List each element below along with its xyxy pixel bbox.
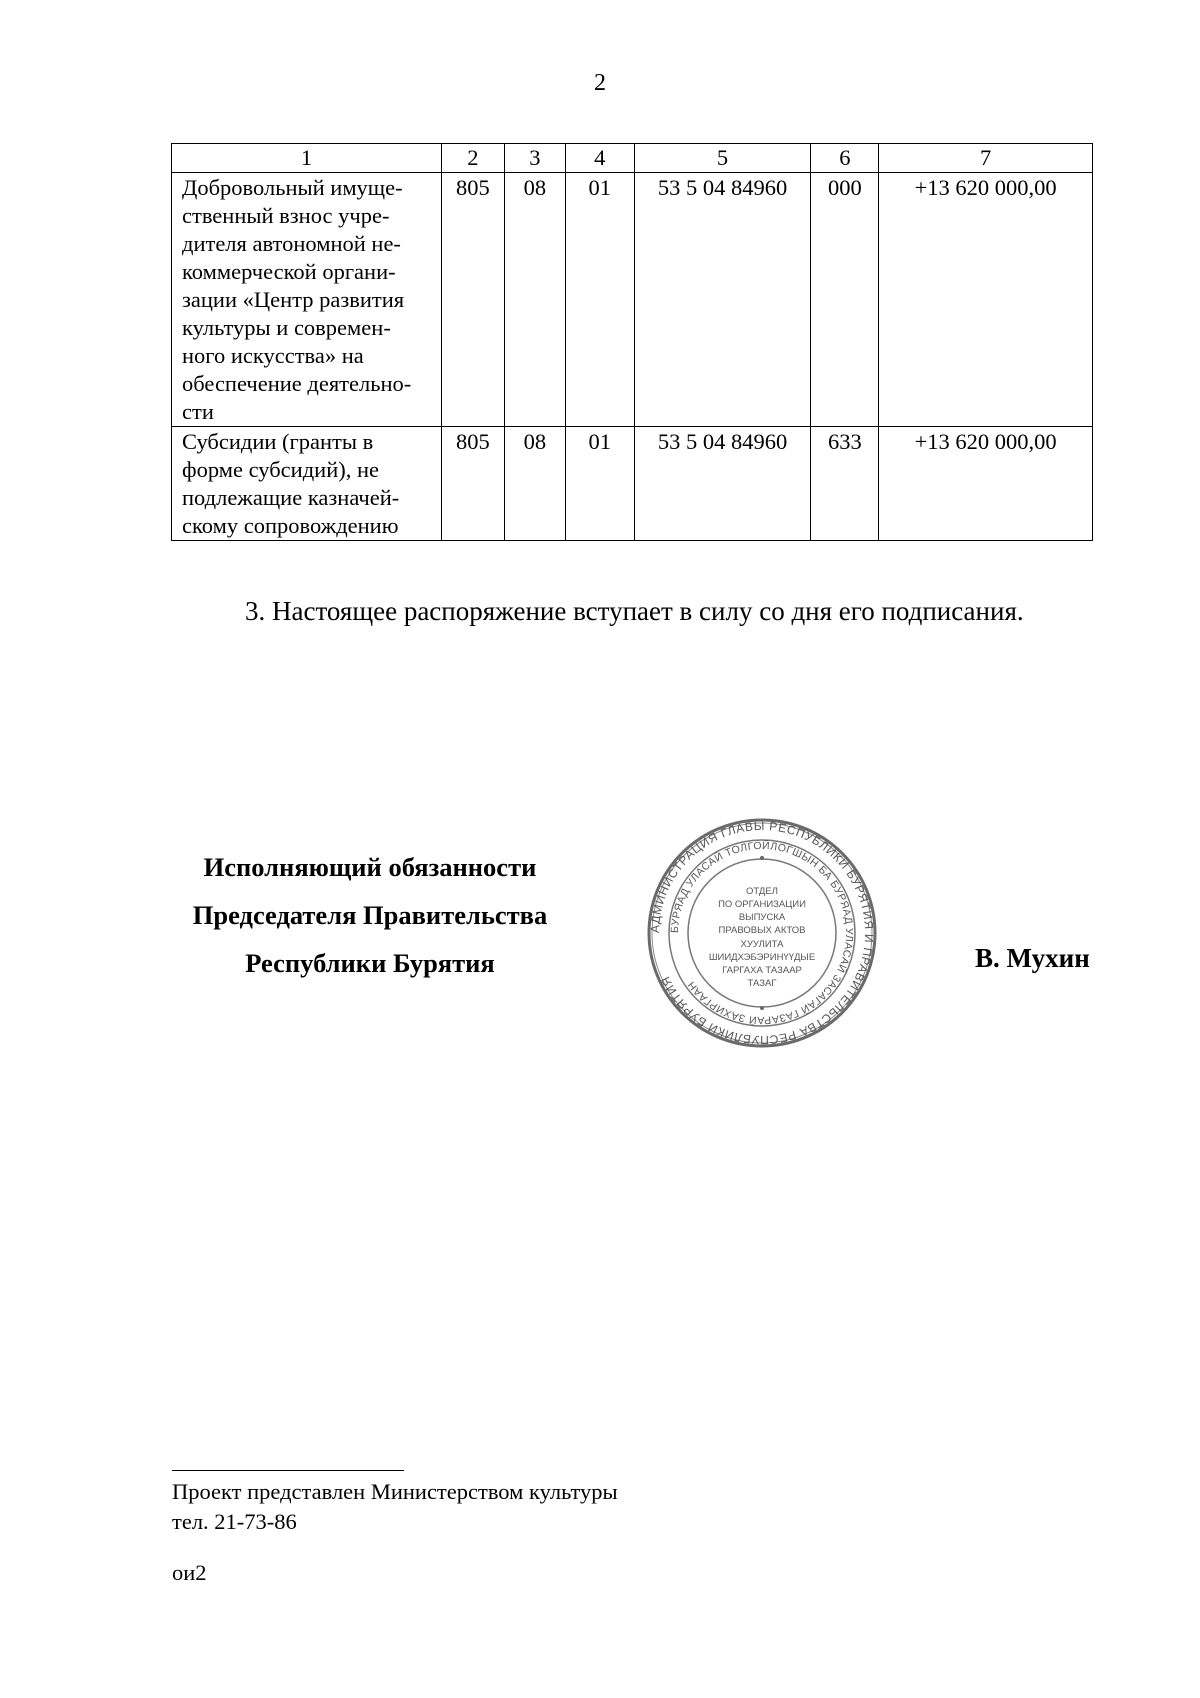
- seal-center-line: ПО ОРГАНИЗАЦИИ: [718, 899, 806, 910]
- expense-name-line: зации «Центр развития: [182, 287, 405, 312]
- expense-name-line: ного искусства» на: [182, 343, 364, 368]
- signatory-position: [170, 843, 570, 987]
- expense-name-line: обеспечение деятельно-: [182, 371, 412, 396]
- expense-name-line: Субсидии (гранты в: [182, 429, 374, 454]
- seal-center-line: ШИИДХЭБЭРИНҮҮДЫЕ: [708, 952, 816, 963]
- budget-table: [171, 143, 1093, 541]
- signatory-position-line: Председателя Правительства: [192, 900, 548, 930]
- expense-name-cell: [172, 173, 442, 427]
- page-number: 2: [594, 70, 606, 96]
- footnote-line: Проект представлен Министерством культуры: [172, 1479, 618, 1504]
- expense-name-line: Добровольный имуще-: [182, 175, 403, 200]
- expense-name-line: скому сопровождению: [182, 513, 399, 538]
- seal-center-line: ХУУЛИТА: [740, 939, 784, 950]
- amount-cell: +13 620 000,00: [879, 173, 1093, 427]
- column-header: 2: [441, 144, 504, 173]
- table-row: [172, 173, 1093, 427]
- column-header: 6: [811, 144, 879, 173]
- signatory-position-line: Республики Бурятия: [245, 948, 495, 978]
- section-code-cell: 08: [504, 427, 565, 541]
- seal-center-line: ГАРГАХА ТАЗААР: [722, 965, 802, 976]
- column-header: 7: [879, 144, 1093, 173]
- signatory-position-line: Исполняющий обязанности: [203, 852, 537, 882]
- seal-center-line: ОТДЕЛ: [746, 886, 778, 897]
- column-header: 5: [634, 144, 811, 173]
- ministry-code-cell: 805: [441, 427, 504, 541]
- seal-center-line: ВЫПУСКА: [738, 912, 786, 923]
- subsection-code-cell: 01: [565, 173, 634, 427]
- seal-center-line: ПРАВОВЫХ АКТОВ: [718, 925, 806, 936]
- expense-name-cell: [172, 427, 442, 541]
- subsection-code-cell: 01: [565, 427, 634, 541]
- expense-type-cell: 000: [811, 173, 879, 427]
- seal-inner-text: БУРЯАД УЛАСАЙ ТОЛГОЙЛОГШЫН БА БУРЯАД УЛАСАЙ ЗАСАГАЙ ГАЗАРАЙ ЗАХИРГААН: [668, 839, 856, 1027]
- expense-name-line: сти: [182, 399, 214, 424]
- column-header: 1: [172, 144, 442, 173]
- expense-type-cell: 633: [811, 427, 879, 541]
- ministry-code-cell: 805: [441, 173, 504, 427]
- column-header: 4: [565, 144, 634, 173]
- document-code: ои2: [172, 1560, 207, 1585]
- target-article-cell: 53 5 04 84960: [634, 427, 811, 541]
- amount-cell: +13 620 000,00: [879, 427, 1093, 541]
- effective-date-clause: 3. Настоящее распоряжение вступает в силу со дня его подписания.: [245, 596, 1024, 626]
- footnote-line: тел. 21-73-86: [172, 1509, 297, 1534]
- official-seal-stamp: [647, 818, 877, 1048]
- signer-name: В. Мухин: [975, 943, 1090, 973]
- table-header-row: [172, 144, 1093, 173]
- expense-name-line: форме субсидий), не: [182, 457, 380, 482]
- footnote-divider: [172, 1470, 404, 1471]
- table-row: [172, 427, 1093, 541]
- footnote: [172, 1477, 618, 1537]
- column-header: 3: [504, 144, 565, 173]
- expense-name-line: дителя автономной не-: [182, 231, 401, 256]
- target-article-cell: 53 5 04 84960: [634, 173, 811, 427]
- seal-center-line: ТАЗАГ: [747, 978, 777, 989]
- section-code-cell: 08: [504, 173, 565, 427]
- expense-name-line: ственный взнос учре-: [182, 203, 390, 228]
- expense-name-line: подлежащие казначей-: [182, 485, 400, 510]
- seal-outer-text: АДМИНИСТРАЦИЯ ГЛАВЫ РЕСПУБЛИКИ БУРЯТИЯ И ПРАВИТЕЛЬСТВА РЕСПУБЛИКИ БУРЯТИЯ: [647, 818, 877, 1048]
- expense-name-line: коммерческой органи-: [182, 259, 396, 284]
- expense-name-line: культуры и современ-: [182, 315, 391, 340]
